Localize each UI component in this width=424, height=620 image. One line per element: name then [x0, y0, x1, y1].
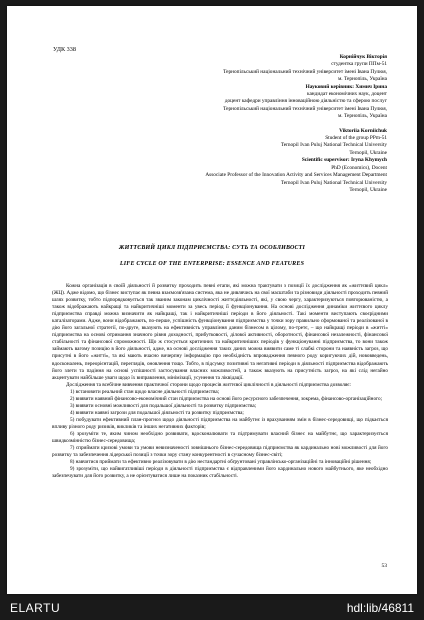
author-line: Associate Professor of the Innovation Activity and Services Management Department: [205, 172, 387, 179]
article-title-english: LIFE CYCLE OF THE ENTERPRISE: ESSENCE AND FEATURES: [119, 261, 305, 267]
author-line: Тернопільський національний технічний університет імені Івана Пулюя,: [223, 105, 387, 112]
author-line: Scientific supervisor: Iryna Khymych: [301, 157, 387, 164]
document-page: [7, 6, 417, 594]
authors-english: [57, 128, 387, 195]
author-line: Тернопільський національний технічний університет імені Івана Пулюя,: [223, 68, 387, 75]
authors-ukrainian: [57, 54, 387, 121]
page-number: 53: [381, 563, 387, 569]
article-body: [52, 283, 388, 480]
author-line: Корнійчук Вікторія: [339, 54, 387, 60]
list-item: 7) сприймати кризові умови та умови невизначеності зовнішнього бізнес-середовища підприємства як кардинально нові можливості для його розвитку та забезпечення лідерської позиції з точки зору стану конкурентності в сучасному бізнес-світі;: [52, 445, 388, 459]
list-item: 1) встановити реальний стан щодо власне діяльності підприємства;: [70, 388, 220, 395]
author-line: доцент кафедри управління інноваційною діяльністю та сферою послуг: [224, 98, 387, 105]
article-title-ukrainian: ЖИТТЄВИЙ ЦИКЛ ПІДПРИЄМСТВА: СУТЬ ТА ОСОБЛИВОСТІ: [118, 245, 306, 251]
author-line: PhD (Economics), Docent: [331, 164, 387, 171]
author-line: Ternopil, Ukraine: [349, 149, 387, 156]
list-item: 9) зрозуміти, що найвигатливіші періоди в діяльності підприємства є відправленими його кардинально нового майбутнього, яке необхідно забезпечувати для його розвитку, а не орієнтуватися лише на показник стабільності.: [52, 466, 388, 480]
author-line: Ternopil Ivan Puluj National Technical University: [280, 142, 387, 149]
list-item: 3) виявити основні можливості для подальшої діяльності та розвитку підприємства;: [70, 402, 257, 409]
author-line: Ternopil Ivan Puluj National Technical University: [280, 179, 387, 186]
list-item: 6) зрозуміти те, яким чином необхідно розвивати, вдосконалювати та підтримувати власний бізнес на майбутнє, що характеризується швидкозмінністю бізнес-середовища;: [52, 430, 388, 445]
repository-footer: [0, 596, 424, 620]
paragraph: Дослідження та всебічне вивчення практичної сторони щодо процесів життєвої циклічності в діяльності підприємства дозволяє:: [66, 381, 351, 388]
author-line: студентка групи ППм-51: [331, 61, 387, 68]
author-line: м. Тернопіль, Україна: [337, 113, 387, 120]
list-item: 2) виявити наявний фінансово-економічний стан підприємства на основі його ресурсного забезпечення, зокрема, фінансово-організаційного;: [70, 395, 383, 402]
list-item: 4) виявити наявні загрози для подальшої діяльності та розвитку підприємства;: [70, 409, 244, 416]
author-line: Student of the group PPm-51: [325, 135, 387, 142]
author-line: кандидат економічних наук, доцент: [306, 91, 387, 98]
author-line: м. Тернопіль, Україна: [337, 76, 387, 83]
list-item: 8) навчитися приймати та ефективно реалізовувати в дію нестандартні обґрунтовані управлінсько-організаційні та інноваційні рішення;: [70, 459, 372, 466]
author-line: Viktoriia Korniichuk: [339, 127, 387, 134]
list-item: 5) побудувати ефективний план-прогноз щодо діяльності підприємства на майбутнє із врахуванням змін в бізнес-середовищі, що підкається впливу різного роду ризиків, викликів та інших негативних факторів;: [52, 416, 388, 430]
author-block: [57, 54, 387, 194]
repository-name: ELARTU: [10, 601, 61, 615]
handle-link[interactable]: hdl:lib/46811: [346, 601, 414, 615]
author-line: Ternopil, Ukraine: [349, 186, 387, 193]
udc-code: УДК 338: [53, 46, 76, 53]
paragraph: Кожна організація в своїй діяльності й розвитку проходить певні етапи, які можна трактувати з позиції їх дослідження як «життєвий цикл» (ЖЦ). Адже відомо, що бізнес виступає як певна взаємозв'язана система, яка не дивлячись на свої масштаби та різновиди діяльності проходить певний шлях розвитку, тобто підпорядковується так званим законам циклічності життєдіяльності, які, у свою чергу, характеризуються повторюваністю, а також відображають найкращі та найкритичніші моменти за увесь період її функціонування. На основі дослідження динаміки життєвого циклу підприємства справді можна визначити як найкращі, так і найкритичніші періоди в його діяльності. Такі моменти виступають своєрідними каталізаторами. Адже, вони відображають, по-перше, успішність функціонування підприємства у точки зору правильно сформованої та реалізованої в дію його загальної стратегії, по-друге, вказують на ефективність управління даним бізнесом в цілому, по-третє, – що найкращі періоди в «житті» підприємства на основі отримання значного рівня доходності, прибутковості, ділової активності, оборотності, фінансової незалежності, фінансової стабільності та фінансової спроможності. Що ж стосується критичних та найкритичніших періодів у функціонуванні підприємства, то вони також займають вагому позицію в його діяльності, адже, на основі дослідження таких даних можна виявити саме ті слабкі сторони та наявність загроз, що присутні в його «житті», та які мають вчасно вичерпну інформацію про необхідність впровадження певного роду коригуючих дій, нововведень, вдосконалень, переорієнтацій, переглядів, оновлення тощо. Тобто, в підсумку позитивні та негативні періоди в діяльності підприємства відображають його злети та падіння на основі успішності застосування власних можливостей, а також вказують на присутність загроз, на які слід негайно акцентувати найбільше уваги щодо їх виправлення, мінімізації, усунення та ліквідації.: [52, 283, 388, 381]
author-line: Науковий керівник: Химич Ірина: [305, 83, 387, 90]
